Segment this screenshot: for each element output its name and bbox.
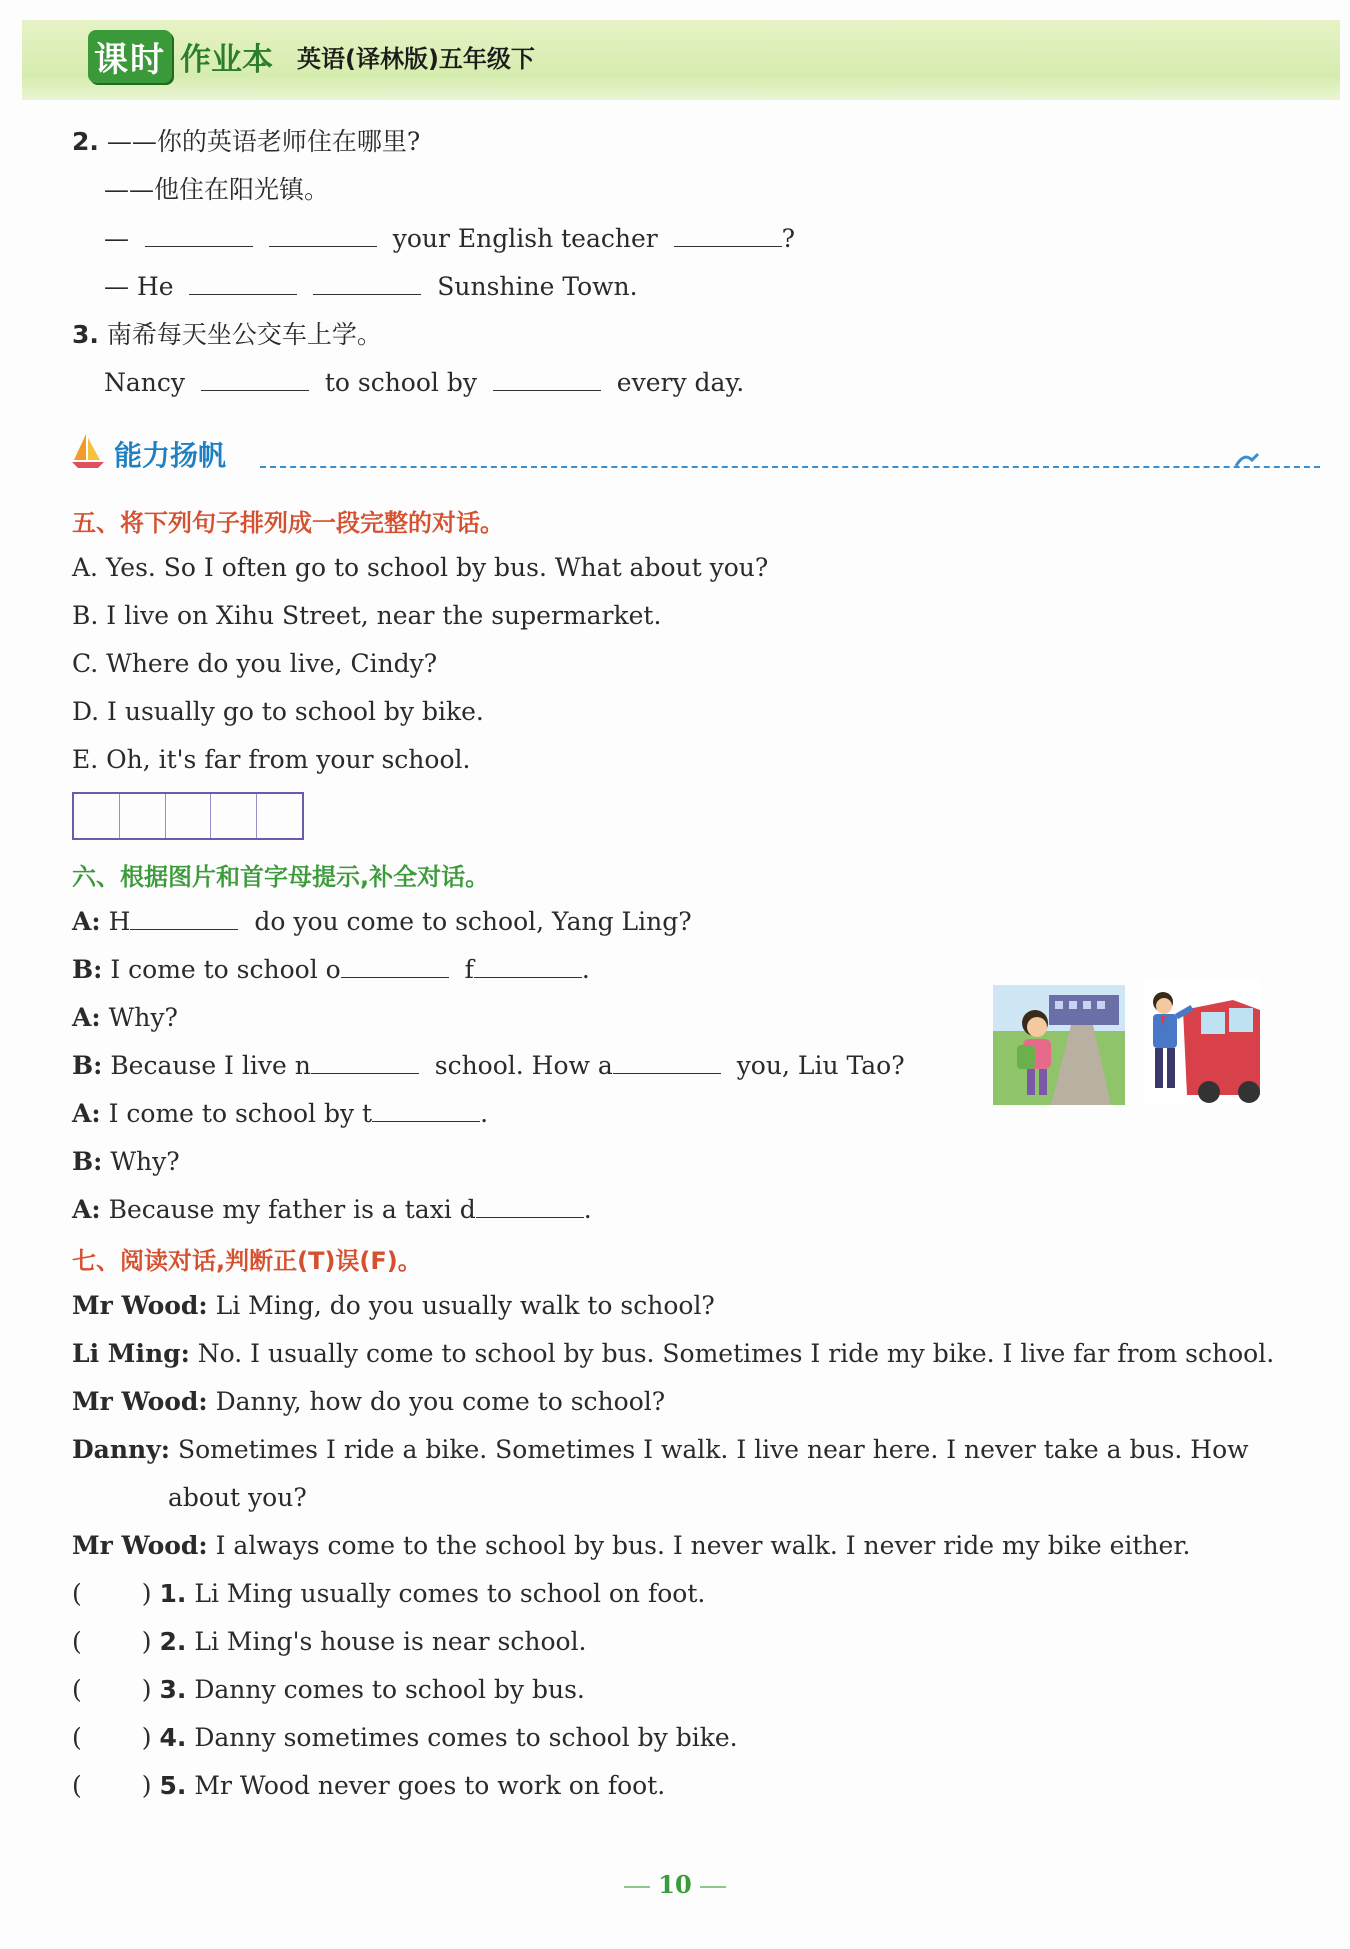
judge-item-1 — [72, 1577, 705, 1611]
footer-dash — [624, 1886, 650, 1888]
paren: ) — [141, 1579, 152, 1608]
section-6-title: 六、根据图片和首字母提示,补全对话。 — [72, 863, 490, 891]
sec5-item-b: B. I live on Xihu Street, near the supermarket. — [72, 601, 662, 630]
q3-line — [104, 366, 744, 400]
judge-text: Mr Wood never goes to work on foot. — [194, 1771, 666, 1800]
sec6-text: school. How a — [434, 1051, 613, 1080]
dash: — — [104, 224, 129, 253]
speaker-mr-wood: Mr Wood: — [72, 1531, 208, 1560]
paren: ( — [72, 1771, 82, 1800]
period: . — [583, 1195, 592, 1224]
answer-cell[interactable] — [120, 794, 166, 838]
sec5-item-a: A. Yes. So I often go to school by bus. What about you? — [72, 553, 769, 582]
speaker-danny: Danny: — [72, 1435, 170, 1464]
ability-label: 能力扬帆 — [114, 439, 227, 472]
q2-prompt-text-1: ——你的英语老师住在哪里? — [106, 127, 421, 156]
answer-cell[interactable] — [257, 794, 302, 838]
q3-prompt — [72, 318, 382, 352]
speaker-mr-wood: Mr Wood: — [72, 1291, 208, 1320]
speaker-b: B: — [72, 955, 103, 984]
section-5-title: 五、将下列句子排列成一段完整的对话。 — [72, 509, 504, 537]
judge-number: 5. — [159, 1771, 187, 1800]
judge-text: Danny comes to school by bus. — [194, 1675, 585, 1704]
answer-cell[interactable] — [211, 794, 257, 838]
brand-title: 作业本 — [180, 42, 273, 78]
blank-field[interactable] — [474, 955, 582, 978]
blank-field[interactable] — [269, 224, 377, 247]
judge-item-3 — [72, 1673, 585, 1707]
order-answer-box — [72, 792, 304, 840]
sec6-line-7 — [72, 1193, 592, 1227]
q2-line-1 — [104, 222, 795, 256]
q2-line-2-lead: — He — [104, 272, 174, 301]
paren: ( — [72, 1675, 82, 1704]
blank-field[interactable] — [372, 1099, 480, 1122]
judge-number: 1. — [159, 1579, 187, 1608]
sec6-text: Why? — [108, 1003, 178, 1032]
page-footer — [0, 1870, 1350, 1899]
answer-cell[interactable] — [74, 794, 120, 838]
blank-field[interactable] — [201, 368, 309, 391]
dialog-line-3 — [72, 1385, 665, 1419]
q3-prompt-text: 南希每天坐公交车上学。 — [106, 320, 382, 349]
paren: ) — [141, 1675, 152, 1704]
judge-item-4 — [72, 1721, 738, 1755]
q3-text-2: to school by — [324, 368, 477, 397]
sec5-item-c: C. Where do you live, Cindy? — [72, 649, 438, 678]
speaker-li-ming: Li Ming: — [72, 1339, 190, 1368]
judge-number: 2. — [159, 1627, 187, 1656]
q3-text-1: Nancy — [104, 368, 186, 397]
sec6-text: do you come to school, Yang Ling? — [254, 907, 692, 936]
page-number: 10 — [658, 1870, 692, 1899]
sec5-item-d: D. I usually go to school by bike. — [72, 697, 484, 726]
speaker-a: A: — [72, 907, 101, 936]
paren: ( — [72, 1723, 82, 1752]
q2-line-2-text: Sunshine Town. — [437, 272, 638, 301]
question-mark: ? — [781, 224, 796, 253]
judge-item-2 — [72, 1625, 587, 1659]
dialog-line-4-cont: about you? — [168, 1483, 307, 1512]
blank-field[interactable] — [476, 1195, 584, 1218]
sec6-text: I come to school o — [110, 955, 341, 984]
brand-subtitle: 英语(译林版)五年级下 — [297, 45, 535, 73]
q2-number: 2. — [72, 127, 99, 156]
paren: ) — [141, 1627, 152, 1656]
speaker-mr-wood: Mr Wood: — [72, 1387, 208, 1416]
q2-prompt-1 — [72, 125, 420, 159]
blank-field[interactable] — [130, 907, 238, 930]
dialog-line-4 — [72, 1433, 1249, 1467]
period: . — [480, 1099, 489, 1128]
sailboat-icon — [70, 432, 106, 470]
blank-field[interactable] — [674, 224, 782, 247]
judge-text: Li Ming usually comes to school on foot. — [194, 1579, 706, 1608]
wave-icon — [1234, 450, 1260, 470]
sec6-text: Because my father is a taxi d — [108, 1195, 476, 1224]
sec6-text: Why? — [110, 1147, 180, 1176]
dialog-line-5 — [72, 1529, 1191, 1563]
dialog-text: Danny, how do you come to school? — [215, 1387, 666, 1416]
judge-number: 3. — [159, 1675, 187, 1704]
dialog-text: I always come to the school by bus. I never walk. I never ride my bike either. — [215, 1531, 1191, 1560]
dialog-line-1 — [72, 1289, 715, 1323]
q2-line-2 — [104, 270, 638, 304]
brand — [88, 30, 535, 83]
sec6-text: Because I live n — [110, 1051, 311, 1080]
speaker-b: B: — [72, 1147, 103, 1176]
speaker-a: A: — [72, 1003, 101, 1032]
sec6-text: I come to school by t — [108, 1099, 373, 1128]
blank-field[interactable] — [145, 224, 253, 247]
judge-text: Li Ming's house is near school. — [194, 1627, 587, 1656]
sec6-line-2 — [72, 953, 590, 987]
blank-field[interactable] — [341, 955, 449, 978]
hint-letter: H — [108, 907, 131, 936]
boy-with-taxi-illustration — [1143, 980, 1260, 1105]
sec6-line-4 — [72, 1049, 905, 1083]
q2-prompt-2: ——他住在阳光镇。 — [104, 175, 330, 204]
ability-banner — [70, 432, 1260, 472]
blank-field[interactable] — [313, 272, 421, 295]
sec5-item-e: E. Oh, it's far from your school. — [72, 745, 471, 774]
q2-line-1-text: your English teacher — [392, 224, 658, 253]
sec6-line-1 — [72, 905, 692, 939]
speaker-b: B: — [72, 1051, 103, 1080]
judge-item-5 — [72, 1769, 665, 1803]
paren: ) — [141, 1723, 152, 1752]
dialog-text: No. I usually come to school by bus. Sometimes I ride my bike. I live far from school. — [197, 1339, 1275, 1368]
period: . — [581, 955, 590, 984]
dialog-line-2 — [72, 1337, 1274, 1371]
dialog-text: Li Ming, do you usually walk to school? — [215, 1291, 715, 1320]
girl-walking-illustration — [993, 985, 1125, 1105]
hint-letter: f — [464, 955, 474, 984]
paren: ( — [72, 1579, 82, 1608]
blank-field[interactable] — [189, 272, 297, 295]
section-7-title: 七、阅读对话,判断正(T)误(F)。 — [72, 1247, 422, 1275]
paren: ( — [72, 1627, 82, 1656]
footer-dash — [700, 1886, 726, 1888]
answer-cell[interactable] — [166, 794, 212, 838]
dialog-text: Sometimes I ride a bike. Sometimes I walk. I live near here. I never take a bus. How — [177, 1435, 1249, 1464]
sec6-line-3 — [72, 1001, 178, 1035]
blank-field[interactable] — [613, 1051, 721, 1074]
sec6-line-5 — [72, 1097, 488, 1131]
judge-number: 4. — [159, 1723, 187, 1752]
q3-number: 3. — [72, 320, 99, 349]
blank-field[interactable] — [311, 1051, 419, 1074]
brand-logo: 课时 — [88, 30, 172, 83]
paren: ) — [141, 1771, 152, 1800]
speaker-a: A: — [72, 1099, 101, 1128]
judge-text: Danny sometimes comes to school by bike. — [194, 1723, 738, 1752]
q3-text-3: every day. — [616, 368, 745, 397]
sec6-line-6 — [72, 1145, 180, 1179]
speaker-a: A: — [72, 1195, 101, 1224]
dashed-divider — [260, 466, 1320, 468]
blank-field[interactable] — [493, 368, 601, 391]
sec6-text: you, Liu Tao? — [736, 1051, 905, 1080]
